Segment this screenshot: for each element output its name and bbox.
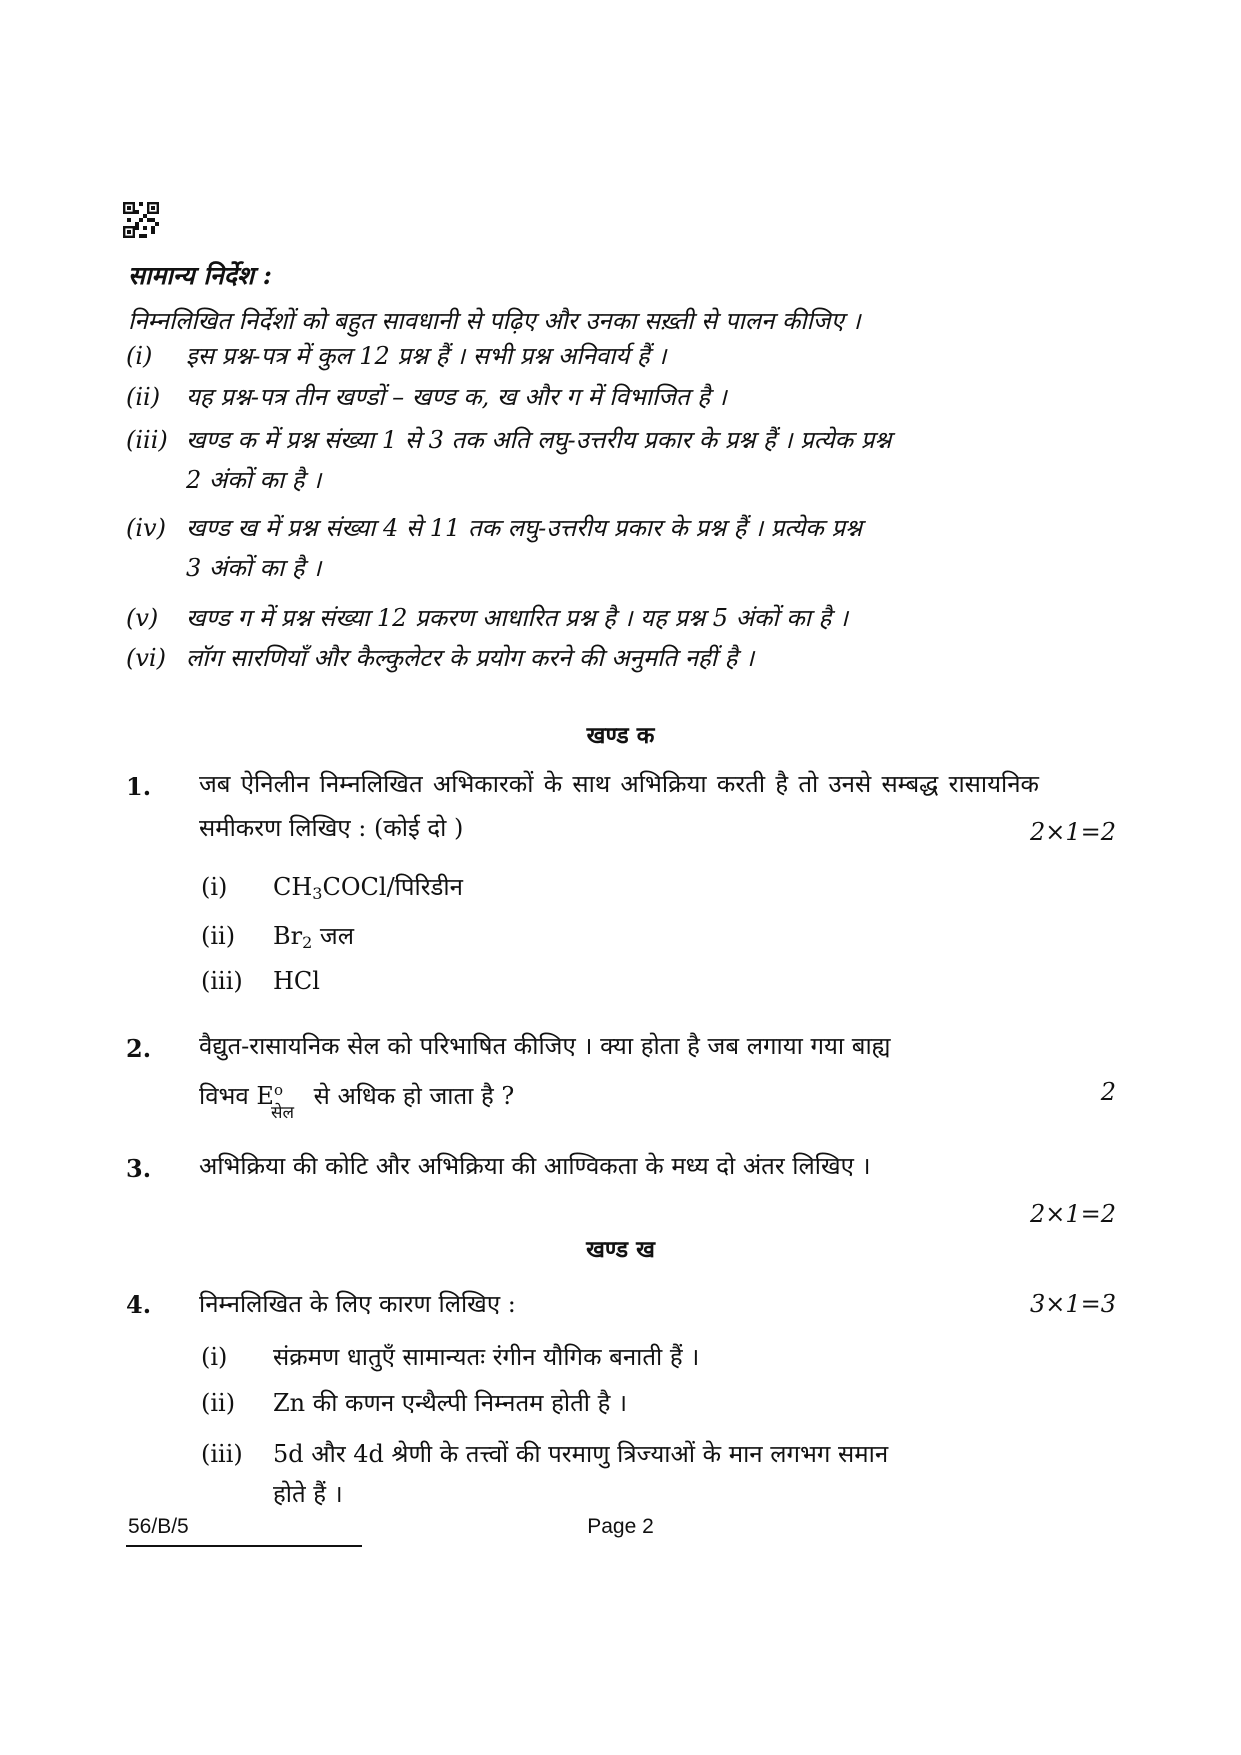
instruction-item: [126, 336, 1116, 376]
instruction-number: (vi): [126, 644, 166, 672]
question-number: 1.: [126, 772, 152, 801]
instruction-number: (ii): [126, 383, 161, 411]
sub-question-number: (ii): [201, 922, 236, 950]
paper-code: 56/B/5: [128, 1515, 189, 1538]
sub-question: [201, 1340, 699, 1373]
instruction-text: खण्ड क में प्रश्न संख्या 1 से 3 तक अति लघु-उत्तरीय प्रकार के प्रश्न हैं । प्रत्येक प्रश्न: [186, 426, 892, 454]
instruction-text: खण्ड ग में प्रश्न संख्या 12 प्रकरण आधारित प्रश्न है । यह प्रश्न 5 अंकों का है ।: [186, 604, 848, 632]
general-instructions-title: सामान्य निर्देश :: [128, 261, 272, 290]
question-text: निम्नलिखित के लिए कारण लिखिए :: [199, 1290, 516, 1318]
instruction-text: यह प्रश्न-पत्र तीन खण्डों – खण्ड क, ख और ग में विभाजित है ।: [186, 383, 727, 411]
question-number: 3.: [126, 1154, 152, 1183]
sub-question: [201, 967, 320, 995]
sub-question-number: (iii): [201, 1440, 243, 1468]
sub-question-text-continued: होते हैं ।: [273, 1480, 343, 1508]
question-text: अभिक्रिया की कोटि और अभिक्रिया की आण्विकता के मध्य दो अंतर लिखिए ।: [199, 1152, 871, 1180]
question-number: 4.: [126, 1290, 152, 1319]
sub-question-text: Zn की कणन एन्थैल्पी निम्नतम होती है ।: [273, 1389, 628, 1417]
question-marks: 2: [1100, 1078, 1116, 1106]
instruction-item: [126, 377, 1116, 417]
instruction-item: [126, 638, 1116, 678]
sub-question: [201, 1386, 627, 1419]
section-heading-a: खण्ड क: [586, 723, 655, 749]
sub-question: [201, 919, 354, 952]
question-text: जब ऐनिलीन निम्नलिखित अभिकारकों के साथ अभिक्रिया करती है तो उनसे सम्बद्ध रासायनिक समीकरण लिखिए : (कोई दो ): [199, 770, 1039, 842]
general-instructions-intro: निम्नलिखित निर्देशों को बहुत सावधानी से पढ़िए और उनका सख़्ती से पालन कीजिए ।: [128, 307, 861, 335]
instruction-item: [126, 598, 1116, 638]
instruction-text-continued: 2 अंकों का है ।: [186, 466, 322, 494]
sub-question: [201, 870, 463, 903]
instruction-text: खण्ड ख में प्रश्न संख्या 4 से 11 तक लघु-उत्तरीय प्रकार के प्रश्न हैं । प्रत्येक प्रश्न: [186, 514, 862, 542]
question-marks: 2×1=2: [1029, 1200, 1116, 1228]
instruction-item: [126, 420, 1116, 500]
question-3: [126, 1144, 1116, 1234]
instruction-number: (iii): [126, 426, 168, 454]
question-number: 2.: [126, 1034, 152, 1063]
page-number: Page 2: [587, 1515, 654, 1538]
sub-question-text: $CH_3COCl/पिरिडीन$: [273, 873, 463, 903]
sub-question: [201, 1434, 1081, 1514]
sub-question-text: संक्रमण धातुएँ सामान्यतः रंगीन यौगिक बनाती हैं ।: [273, 1343, 700, 1371]
question-text-line2: विभव $E^o_{सेल}$ से अधिक हो जाता है ?: [199, 1081, 515, 1123]
instruction-item: [126, 508, 1116, 588]
instruction-number: (i): [126, 342, 153, 370]
instruction-number: (v): [126, 604, 159, 632]
instruction-number: (iv): [126, 514, 166, 542]
section-heading-b: खण्ड ख: [586, 1237, 655, 1263]
instruction-text: इस प्रश्न-पत्र में कुल 12 प्रश्न हैं । सभी प्रश्न अनिवार्य हैं ।: [186, 342, 667, 370]
question-marks: 2×1=2: [1029, 818, 1116, 846]
instruction-text: लॉग सारणियाँ और कैल्कुलेटर के प्रयोग करने की अनुमति नहीं है ।: [186, 644, 755, 672]
sub-question-text: 5d और 4d श्रेणी के तत्त्वों की परमाणु त्रिज्याओं के मान लगभग समान: [273, 1440, 889, 1468]
sub-question-number: (i): [201, 1343, 228, 1371]
sub-question-number: (ii): [201, 1389, 236, 1417]
sub-question-number: (i): [201, 873, 228, 901]
footer-rule: [126, 1545, 362, 1547]
question-marks: 3×1=3: [1029, 1290, 1116, 1318]
question-text: वैद्युत-रासायनिक सेल को परिभाषित कीजिए । क्या होता है जब लगाया गया बाह्य: [199, 1032, 891, 1060]
sub-question-number: (iii): [201, 967, 243, 995]
question-4: [126, 1282, 1116, 1508]
sub-question-text: $Br_2$ जल: [273, 922, 355, 952]
instruction-text-continued: 3 अंकों का है ।: [186, 554, 322, 582]
qr-code-icon: [123, 202, 159, 238]
question-1: [126, 762, 1116, 995]
question-2: [126, 1024, 1116, 1124]
sub-question-text: HCl: [273, 967, 320, 995]
